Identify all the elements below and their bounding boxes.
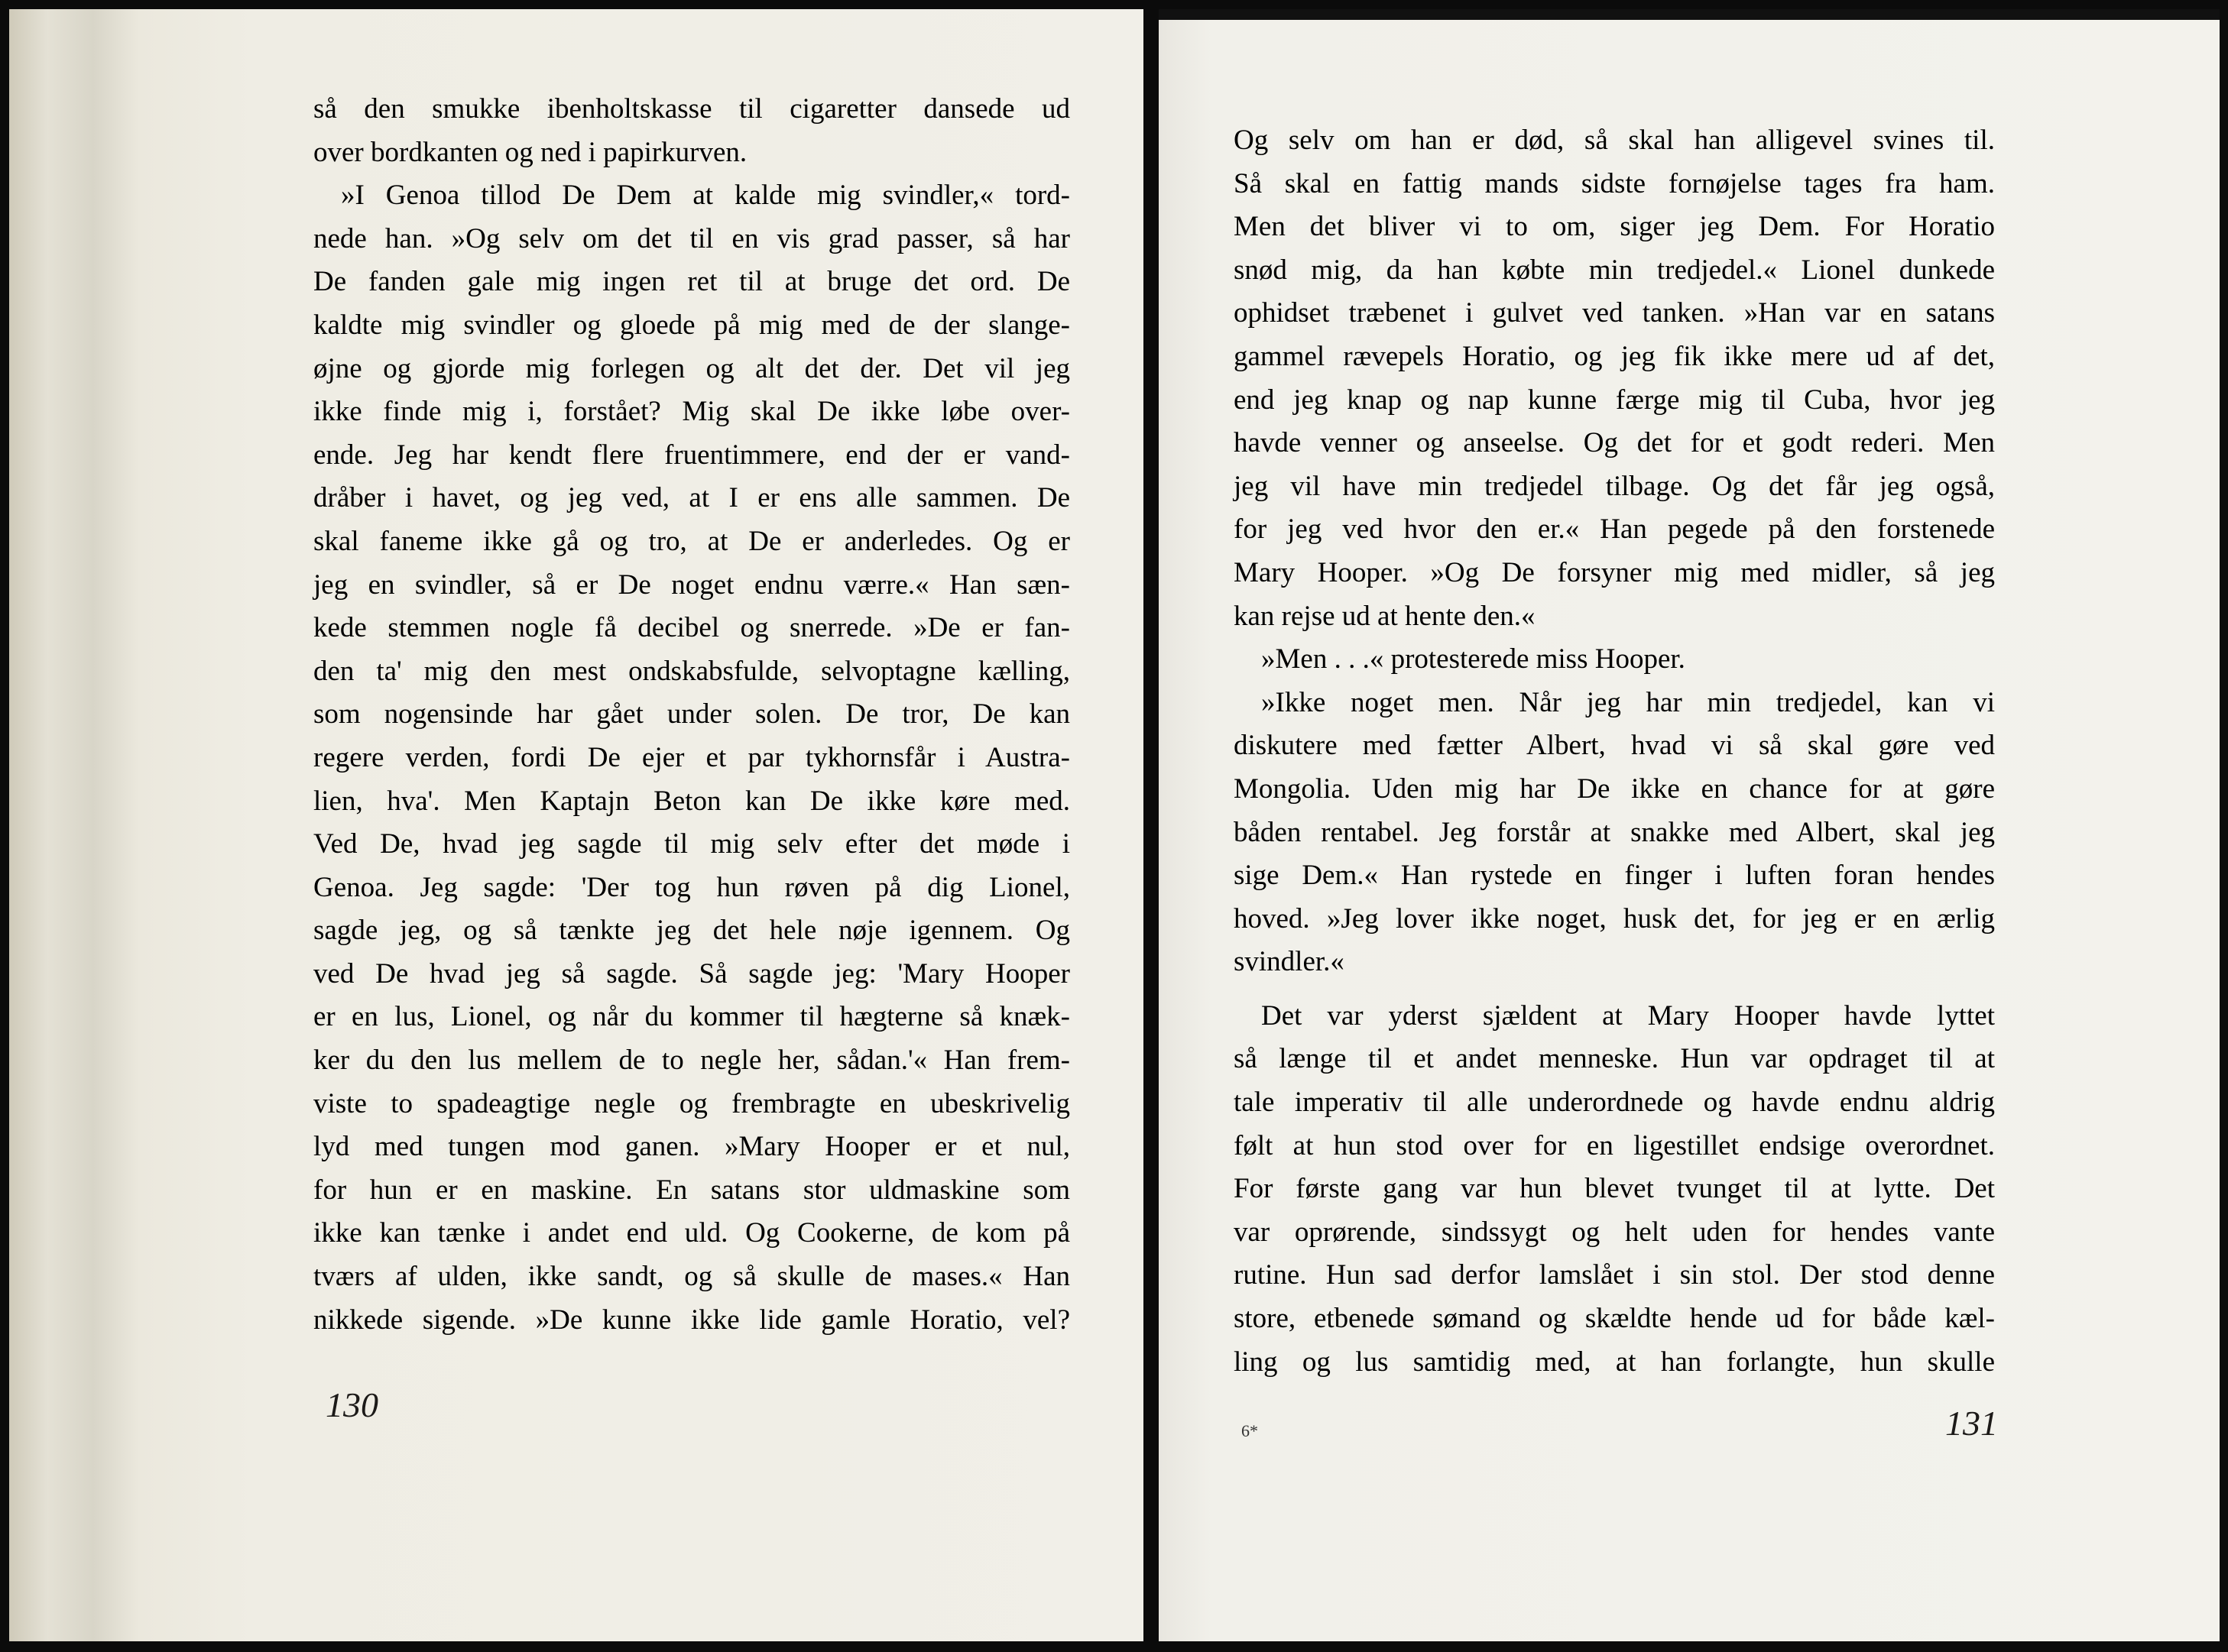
- text-line: så den smukke ibenholtskasse til cigaretter dansede ud: [313, 93, 1070, 125]
- text-line: for jeg ved hvor den er.« Han pegede på den forstenede: [1234, 513, 1995, 546]
- text-line: Mongolia. Uden mig har De ikke en chance for at gøre: [1234, 773, 1995, 805]
- signature-mark: 6*: [1241, 1421, 1258, 1440]
- text-line: end jeg knap og nap kunne færge mig til Cuba, hvor jeg: [1234, 384, 1995, 416]
- text-line: dråber i havet, og jeg ved, at I er ens alle sammen. De: [313, 482, 1070, 514]
- text-line: De fanden gale mig ingen ret til at bruge det ord. De: [313, 266, 1070, 298]
- text-line: for hun er en maskine. En satans stor uldmaskine som: [313, 1174, 1070, 1206]
- text-line: Genoa. Jeg sagde: 'Der tog hun røven på dig Lionel,: [313, 871, 1070, 903]
- text-line: som nogensinde har gået under solen. De tror, De kan: [313, 698, 1070, 730]
- text-line: hoved. »Jeg lover ikke noget, husk det, for jeg er en ærlig: [1234, 902, 1995, 935]
- text-line: viste to spadeagtige negle og frembragte en ubeskrivelig: [313, 1087, 1070, 1119]
- text-line: havde venner og anseelse. Og det for et godt rederi. Men: [1234, 427, 1995, 459]
- text-line: nede han. »Og selv om det til en vis grad passer, så har: [313, 222, 1070, 254]
- text-line: snød mig, da han købte min tredjedel.« Lionel dunkede: [1234, 254, 1995, 286]
- text-line: jeg vil have min tredjedel tilbage. Og det får jeg også,: [1234, 470, 1995, 502]
- text-line: diskutere med fætter Albert, hvad vi så skal gøre ved: [1234, 730, 1995, 762]
- text-line: Mary Hooper. »Og De forsyner mig med midler, så jeg: [1234, 556, 1995, 588]
- text-line: over bordkanten og ned i papirkurven.: [313, 136, 748, 168]
- page-number-left: 130: [326, 1385, 378, 1424]
- text-line: så længe til et andet menneske. Hun var opdraget til at: [1234, 1043, 1995, 1075]
- text-line: sige Dem.« Han rystede en finger i luften foran hendes: [1234, 860, 1995, 892]
- text-line: regere verden, fordi De ejer et par tykhornsfår i Austra-: [313, 741, 1070, 773]
- text-line: »Ikke noget men. Når jeg har min tredjedel, kan vi: [1261, 686, 1995, 718]
- text-line: skal faneme ikke gå og tro, at De er anderledes. Og er: [313, 525, 1070, 557]
- text-line: sagde jeg, og så tænkte jeg det hele nøje igennem. Og: [313, 915, 1070, 947]
- text-line: nikkede sigende. »De kunne ikke lide gamle Horatio, vel?: [313, 1304, 1070, 1336]
- text-line: ling og lus samtidig med, at han forlangte, hun skulle: [1234, 1346, 1995, 1378]
- text-line: store, etbenede sømand og skældte hende ud for både kæl-: [1234, 1303, 1995, 1335]
- text-line: båden rentabel. Jeg forstår at snakke med Albert, skal jeg: [1234, 816, 1995, 848]
- text-line: rutine. Hun sad derfor lamslået i sin stol. Der stod denne: [1234, 1259, 1995, 1291]
- text-line: kede stemmen nogle få decibel og snerrede. »De er fan-: [313, 612, 1070, 644]
- text-line: Men det bliver vi to om, siger jeg Dem. For Horatio: [1234, 211, 1995, 243]
- text-line: tale imperativ til alle underordnede og havde endnu aldrig: [1234, 1087, 1995, 1119]
- text-line: »I Genoa tillod De Dem at kalde mig svindler,« tord-: [341, 180, 1070, 212]
- text-line: den ta' mig den mest ondskabsfulde, selvoptagne kælling,: [313, 655, 1070, 687]
- text-line: lien, hva'. Men Kaptajn Beton kan De ikke køre med.: [313, 785, 1070, 817]
- text-line: er en lus, Lionel, og når du kommer til hægterne så knæk-: [313, 1001, 1070, 1033]
- text-line: Det var yderst sjældent at Mary Hooper havde lyttet: [1261, 999, 1995, 1032]
- text-line: ikke finde mig i, forstået? Mig skal De ikke løbe over-: [313, 396, 1070, 428]
- paragraph-gap: [1234, 984, 1995, 995]
- text-line: »Men . . .« protesterede miss Hooper.: [1261, 643, 1685, 675]
- text-line: jeg en svindler, så er De noget endnu værre.« Han sæn-: [313, 568, 1070, 601]
- text-line: ophidset træbenet i gulvet ved tanken. »Han var en satans: [1234, 297, 1995, 329]
- page-number-right: 131: [1945, 1404, 1998, 1443]
- text-line: lyd med tungen mod ganen. »Mary Hooper er et nul,: [313, 1131, 1070, 1163]
- text-line: Ved De, hvad jeg sagde til mig selv efter det møde i: [313, 828, 1070, 860]
- text-line: tværs af ulden, ikke sandt, og så skulle de mases.« Han: [313, 1261, 1070, 1293]
- text-line: ikke kan tænke i andet end uld. Og Cookerne, de kom på: [313, 1217, 1070, 1249]
- text-line: kaldte mig svindler og gloede på mig med de der slange-: [313, 309, 1070, 341]
- text-line: ende. Jeg har kendt flere fruentimmere, end der er vand-: [313, 439, 1070, 471]
- text-line: følt at hun stod over for en ligestillet endsige overordnet.: [1234, 1129, 1995, 1161]
- text-line: øjne og gjorde mig forlegen og alt det der. Det vil jeg: [313, 352, 1070, 384]
- text-line: Og selv om han er død, så skal han alligevel svines til.: [1234, 125, 1995, 156]
- right-page-body: [1234, 119, 1995, 1384]
- text-line: var oprørende, sindssygt og helt uden for hendes vante: [1234, 1216, 1995, 1248]
- text-line: kan rejse ud at hente den.«: [1234, 600, 1536, 632]
- left-page-body: [313, 88, 1070, 1342]
- text-line: ker du den lus mellem de to negle her, sådan.'« Han frem-: [313, 1045, 1070, 1077]
- text-line: gammel rævepels Horatio, og jeg fik ikke mere ud af det,: [1234, 340, 1995, 372]
- text-line: svindler.«: [1234, 946, 1344, 978]
- text-line: Så skal en fattig mands sidste fornøjelse tages fra ham.: [1234, 167, 1995, 199]
- text-line: For første gang var hun blevet tvunget til at lytte. Det: [1234, 1173, 1995, 1205]
- text-line: ved De hvad jeg så sagde. Så sagde jeg: 'Mary Hooper: [313, 957, 1070, 990]
